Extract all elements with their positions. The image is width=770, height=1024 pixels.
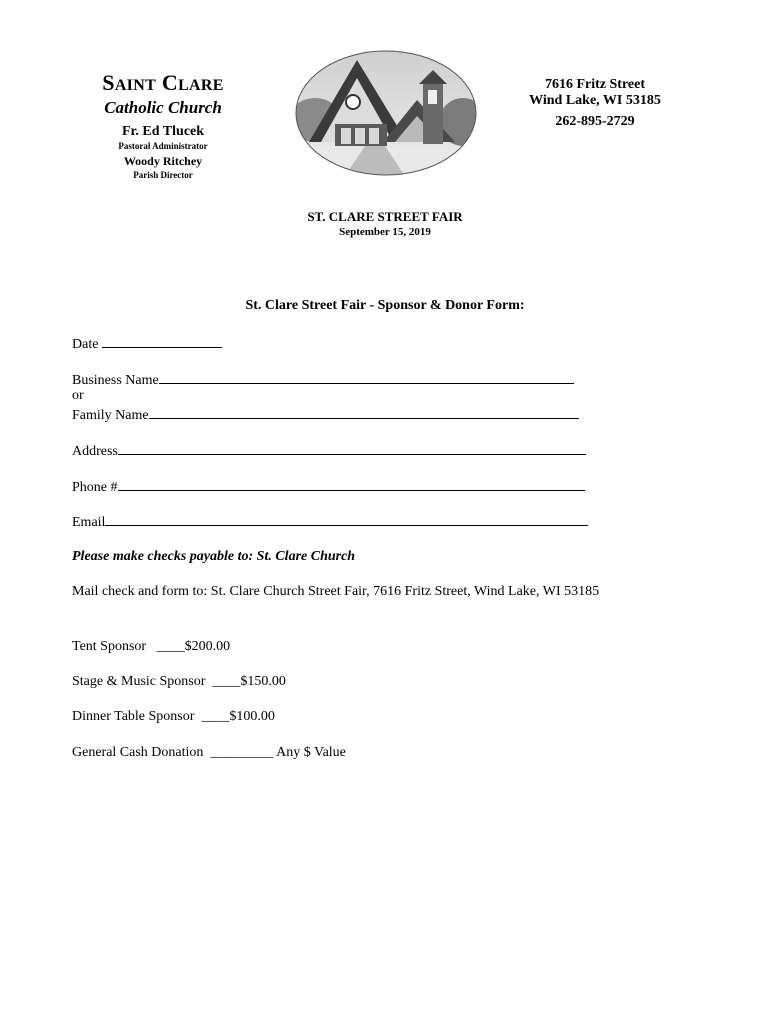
date-input-line[interactable]	[102, 335, 222, 348]
event-heading	[0, 209, 770, 238]
sponsor-amount: Any $ Value	[276, 745, 346, 760]
church-photo	[295, 50, 477, 176]
sponsor-amount: $150.00	[240, 674, 286, 689]
sponsor-label: Dinner Table Sponsor	[72, 709, 195, 724]
sponsor-blank[interactable]: ____	[156, 639, 185, 654]
church-info	[88, 70, 238, 180]
address-label: Address	[72, 444, 118, 459]
director-title: Parish Director	[133, 170, 193, 180]
business-name-field	[72, 371, 574, 389]
family-name-input-line[interactable]	[149, 406, 579, 419]
family-name-label: Family Name	[72, 408, 149, 423]
phone-field	[72, 478, 585, 496]
church-address	[515, 77, 675, 130]
or-text: or	[72, 388, 84, 403]
business-name-label: Business Name	[72, 373, 159, 388]
address-field	[72, 442, 586, 460]
church-subtitle: Catholic Church	[104, 98, 222, 117]
business-name-input-line[interactable]	[159, 371, 574, 384]
sponsor-option-dinner-table	[72, 709, 275, 725]
sponsor-label: Stage & Music Sponsor	[72, 674, 206, 689]
address-street: 7616 Fritz Street	[544, 77, 646, 92]
sponsor-amount: $100.00	[229, 709, 275, 724]
sponsor-option-stage-music	[72, 674, 286, 690]
sponsor-label: General Cash Donation	[72, 745, 204, 760]
form-title: St. Clare Street Fair - Sponsor & Donor Form:	[245, 298, 525, 313]
address-input-line[interactable]	[118, 442, 586, 455]
phone-label: Phone #	[72, 480, 118, 495]
church-name: SAINT CLARE	[102, 70, 224, 95]
sponsor-option-tent	[72, 639, 230, 655]
email-field	[72, 513, 588, 531]
date-field	[72, 335, 222, 353]
address-phone: 262-895-2729	[555, 114, 635, 129]
pastor-title: Pastoral Administrator	[118, 141, 208, 151]
checks-payable-note: Please make checks payable to: St. Clare Church	[72, 549, 356, 564]
event-title: ST. CLARE STREET FAIR	[307, 209, 463, 224]
mail-instructions: Mail check and form to: St. Clare Church Street Fair, 7616 Fritz Street, Wind Lake, WI 53185	[72, 584, 600, 599]
sponsor-amount: $200.00	[184, 639, 231, 654]
address-city: Wind Lake, WI 53185	[529, 93, 661, 108]
sponsor-blank[interactable]: _________	[210, 745, 274, 760]
pastor-name: Fr. Ed Tlucek	[121, 124, 205, 139]
date-label: Date	[72, 337, 99, 352]
family-name-field	[72, 406, 579, 424]
phone-input-line[interactable]	[118, 478, 585, 491]
sponsor-label: Tent Sponsor	[72, 639, 147, 654]
email-label: Email	[72, 515, 106, 530]
sponsor-blank[interactable]: ____	[201, 709, 230, 724]
director-name: Woody Ritchey	[123, 154, 203, 168]
event-date: September 15, 2019	[339, 226, 431, 238]
sponsor-blank[interactable]: ____	[212, 674, 241, 689]
sponsor-option-general-donation	[72, 745, 346, 761]
email-input-line[interactable]	[105, 513, 588, 526]
